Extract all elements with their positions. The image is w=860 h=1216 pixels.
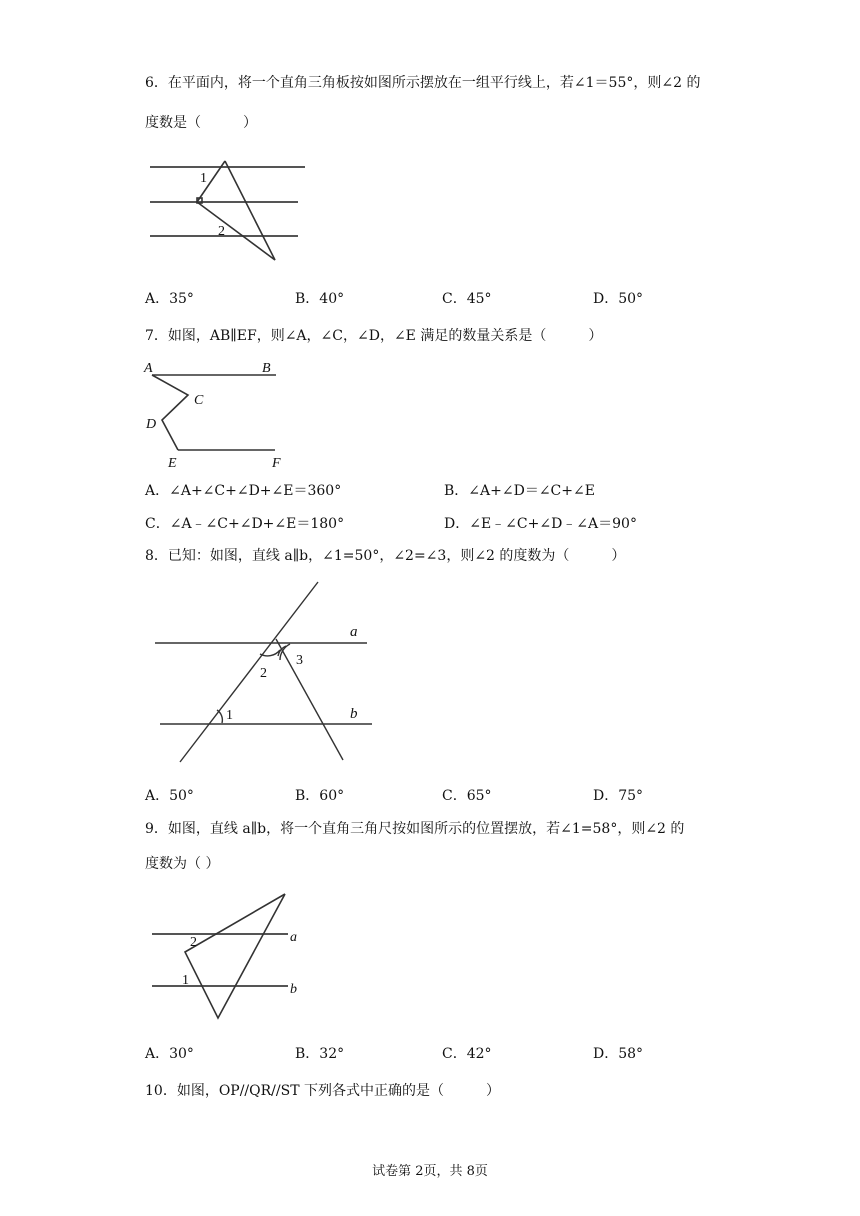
q6-option-d[interactable]: D．50° [593,291,644,307]
q9-option-a[interactable]: A．30° [145,1046,194,1062]
q9-stem-line2: 度数为（ ） [145,856,220,872]
q8-option-a[interactable]: A．50° [145,788,194,804]
q6-option-b[interactable]: B．40° [295,291,345,307]
q9-option-d[interactable]: D．58° [593,1046,644,1062]
q9-line-b-label: b [290,982,297,997]
q8-line-a-label: a [350,624,358,640]
q6-angle1-label: 1 [200,171,207,186]
q7-label-f: F [272,456,281,471]
q7-option-c[interactable]: C．∠A﹣∠C+∠D+∠E＝180° [145,516,345,532]
q9-angle1-label: 1 [182,973,189,988]
q9-stem-line1: 9．如图，直线 a∥b，将一个直角三角尺按如图所示的位置摆放，若∠1=58°，则∠2 的 [145,821,685,837]
q7-label-b: B [262,361,271,376]
q7-label-c: C [194,393,204,408]
q6-option-c[interactable]: C．45° [442,291,492,307]
q7-label-d: D [146,417,157,432]
q8-option-c[interactable]: C．65° [442,788,492,804]
q6-stem-line1: 6．在平面内，将一个直角三角板按如图所示摆放在一组平行线上，若∠1＝55°，则∠2 的 [145,75,701,91]
q6-option-a[interactable]: A．35° [145,291,194,307]
q8-angle2-label: 2 [260,666,267,681]
q7-option-b[interactable]: B．∠A+∠D＝∠C+∠E [444,483,595,499]
q7-figure [140,358,300,473]
q9-option-b[interactable]: B．32° [295,1046,345,1062]
q9-angle2-label: 2 [190,935,197,950]
q6-angle2-label: 2 [218,224,225,239]
page-footer: 试卷第 2页，共 8页 [372,1164,488,1179]
q8-angle3-label: 3 [296,653,303,668]
q7-option-d[interactable]: D．∠E﹣∠C+∠D﹣∠A＝90° [444,516,637,532]
q9-option-c[interactable]: C．42° [442,1046,492,1062]
q8-angle1-label: 1 [226,708,233,723]
q7-label-e: E [168,456,177,471]
q8-stem: 8．已知：如图，直线 a∥b，∠1=50°，∠2=∠3，则∠2 的度数为（ ） [145,548,626,564]
q7-option-a[interactable]: A．∠A+∠C+∠D+∠E＝360° [145,483,342,499]
q8-line-b-label: b [350,706,358,722]
q10-stem: 10．如图，OP//QR//ST 下列各式中正确的是（ ） [145,1083,500,1099]
q8-figure [150,580,380,770]
q7-stem: 7．如图，AB∥EF，则∠A，∠C，∠D，∠E 满足的数量关系是（ ） [145,328,603,344]
q8-option-d[interactable]: D．75° [593,788,644,804]
q9-figure [150,890,320,1025]
q6-stem-line2: 度数是（ ） [145,115,257,131]
q6-figure [140,155,320,270]
q7-label-a: A [144,361,153,376]
q9-line-a-label: a [290,930,297,945]
q8-option-b[interactable]: B．60° [295,788,345,804]
